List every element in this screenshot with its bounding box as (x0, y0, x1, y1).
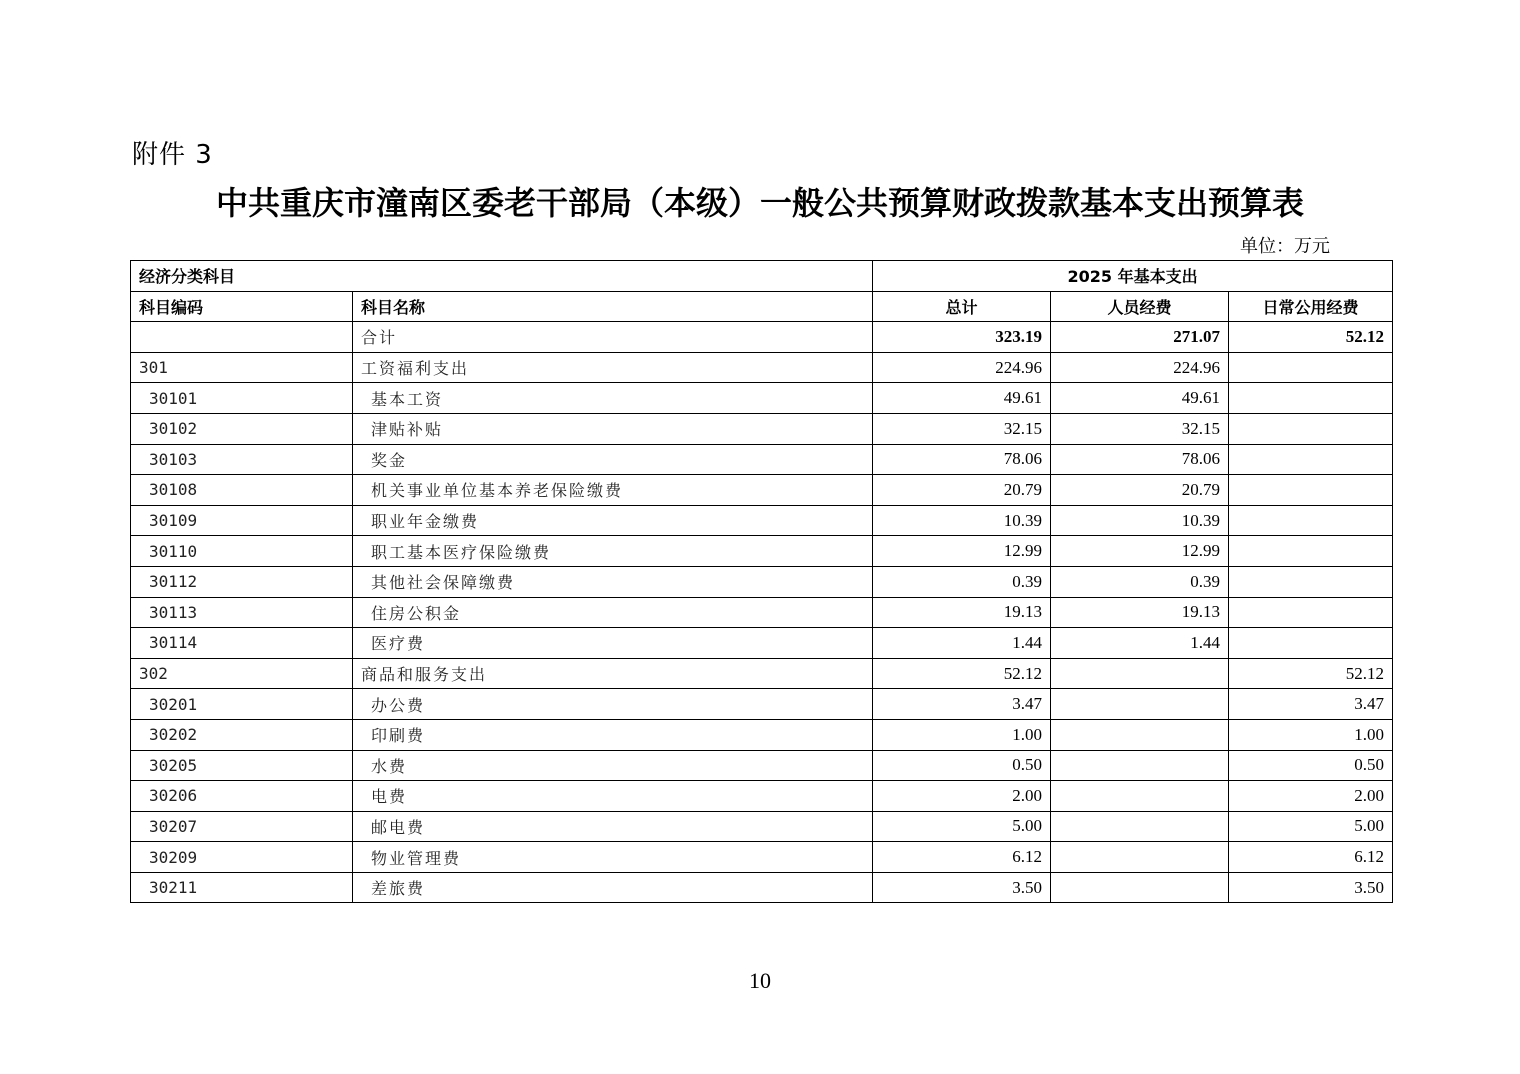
page-number: 10 (749, 968, 771, 993)
table-row (131, 597, 1393, 628)
table-row (131, 811, 1393, 842)
name-cell: 商品和服务支出 (353, 658, 873, 689)
public-cell (1229, 413, 1393, 444)
total-cell: 224.96 (873, 352, 1051, 383)
header-code: 科目编码 (131, 291, 353, 322)
total-cell: 1.44 (873, 628, 1051, 659)
personnel-cell: 78.06 (1051, 444, 1229, 475)
total-name-cell: 合计 (353, 322, 873, 353)
personnel-cell: 32.15 (1051, 413, 1229, 444)
code-cell: 30102 (131, 413, 353, 444)
table-row (131, 781, 1393, 812)
total-cell: 6.12 (873, 842, 1051, 873)
total-cell: 32.15 (873, 413, 1051, 444)
header-basic-expense: 2025 年基本支出 (873, 261, 1393, 292)
total-public-cell: 52.12 (1229, 322, 1393, 353)
personnel-cell (1051, 689, 1229, 720)
code-cell: 30211 (131, 872, 353, 903)
table-row (131, 658, 1393, 689)
public-cell: 5.00 (1229, 811, 1393, 842)
total-cell: 3.50 (873, 872, 1051, 903)
code-cell: 30108 (131, 475, 353, 506)
header-row-1 (131, 261, 1393, 292)
table-row (131, 444, 1393, 475)
code-cell: 30206 (131, 781, 353, 812)
total-personnel-cell: 271.07 (1051, 322, 1229, 353)
table-row (131, 505, 1393, 536)
name-cell: 电费 (353, 781, 873, 812)
name-cell: 办公费 (353, 689, 873, 720)
page-title: 中共重庆市潼南区委老干部局（本级）一般公共预算财政拨款基本支出预算表 (215, 184, 1304, 222)
code-cell: 30201 (131, 689, 353, 720)
name-cell: 水费 (353, 750, 873, 781)
personnel-cell: 0.39 (1051, 566, 1229, 597)
name-cell: 机关事业单位基本养老保险缴费 (353, 475, 873, 506)
header-total: 总计 (873, 291, 1051, 322)
table-row (131, 566, 1393, 597)
table-row (131, 750, 1393, 781)
total-cell: 0.39 (873, 566, 1051, 597)
personnel-cell (1051, 719, 1229, 750)
personnel-cell (1051, 658, 1229, 689)
public-cell (1229, 536, 1393, 567)
name-cell: 工资福利支出 (353, 352, 873, 383)
code-cell: 30205 (131, 750, 353, 781)
table-row (131, 719, 1393, 750)
table-row (131, 628, 1393, 659)
public-cell: 6.12 (1229, 842, 1393, 873)
personnel-cell: 20.79 (1051, 475, 1229, 506)
total-cell: 12.99 (873, 536, 1051, 567)
table-row (131, 842, 1393, 873)
public-cell (1229, 566, 1393, 597)
total-cell: 49.61 (873, 383, 1051, 414)
code-cell: 30109 (131, 505, 353, 536)
total-cell: 1.00 (873, 719, 1051, 750)
budget-table (130, 260, 1393, 903)
attachment-label: 附件 3 (132, 140, 213, 170)
table-row (131, 536, 1393, 567)
code-cell: 30110 (131, 536, 353, 567)
public-cell (1229, 444, 1393, 475)
name-cell: 医疗费 (353, 628, 873, 659)
public-cell (1229, 597, 1393, 628)
header-econ-class: 经济分类科目 (131, 261, 873, 292)
code-cell: 30112 (131, 566, 353, 597)
total-cell: 19.13 (873, 597, 1051, 628)
code-cell: 302 (131, 658, 353, 689)
code-cell: 30209 (131, 842, 353, 873)
public-cell: 3.50 (1229, 872, 1393, 903)
public-cell (1229, 352, 1393, 383)
personnel-cell (1051, 842, 1229, 873)
name-cell: 邮电费 (353, 811, 873, 842)
name-cell: 住房公积金 (353, 597, 873, 628)
name-cell: 奖金 (353, 444, 873, 475)
total-cell: 3.47 (873, 689, 1051, 720)
code-cell: 30202 (131, 719, 353, 750)
total-cell: 0.50 (873, 750, 1051, 781)
personnel-cell: 19.13 (1051, 597, 1229, 628)
total-row (131, 322, 1393, 353)
total-code-cell (131, 322, 353, 353)
code-cell: 30101 (131, 383, 353, 414)
public-cell: 0.50 (1229, 750, 1393, 781)
name-cell: 差旅费 (353, 872, 873, 903)
table-row (131, 352, 1393, 383)
table-row (131, 383, 1393, 414)
code-cell: 301 (131, 352, 353, 383)
name-cell: 津贴补贴 (353, 413, 873, 444)
name-cell: 物业管理费 (353, 842, 873, 873)
public-cell: 52.12 (1229, 658, 1393, 689)
header-name: 科目名称 (353, 291, 873, 322)
total-cell: 5.00 (873, 811, 1051, 842)
personnel-cell: 49.61 (1051, 383, 1229, 414)
public-cell (1229, 475, 1393, 506)
name-cell: 职业年金缴费 (353, 505, 873, 536)
total-cell: 52.12 (873, 658, 1051, 689)
total-total-cell: 323.19 (873, 322, 1051, 353)
public-cell (1229, 383, 1393, 414)
public-cell (1229, 505, 1393, 536)
header-public: 日常公用经费 (1229, 291, 1393, 322)
personnel-cell: 1.44 (1051, 628, 1229, 659)
personnel-cell (1051, 750, 1229, 781)
public-cell: 3.47 (1229, 689, 1393, 720)
personnel-cell (1051, 872, 1229, 903)
total-cell: 78.06 (873, 444, 1051, 475)
total-cell: 20.79 (873, 475, 1051, 506)
code-cell: 30114 (131, 628, 353, 659)
total-cell: 2.00 (873, 781, 1051, 812)
table-row (131, 689, 1393, 720)
table-row (131, 872, 1393, 903)
code-cell: 30103 (131, 444, 353, 475)
public-cell: 2.00 (1229, 781, 1393, 812)
header-row-2 (131, 291, 1393, 322)
total-cell: 10.39 (873, 505, 1051, 536)
personnel-cell (1051, 781, 1229, 812)
name-cell: 其他社会保障缴费 (353, 566, 873, 597)
public-cell: 1.00 (1229, 719, 1393, 750)
code-cell: 30113 (131, 597, 353, 628)
personnel-cell (1051, 811, 1229, 842)
personnel-cell: 224.96 (1051, 352, 1229, 383)
unit-label: 单位：万元 (1240, 236, 1330, 256)
name-cell: 基本工资 (353, 383, 873, 414)
name-cell: 职工基本医疗保险缴费 (353, 536, 873, 567)
table-row (131, 475, 1393, 506)
personnel-cell: 12.99 (1051, 536, 1229, 567)
code-cell: 30207 (131, 811, 353, 842)
table-row (131, 413, 1393, 444)
name-cell: 印刷费 (353, 719, 873, 750)
public-cell (1229, 628, 1393, 659)
personnel-cell: 10.39 (1051, 505, 1229, 536)
header-personnel: 人员经费 (1051, 291, 1229, 322)
